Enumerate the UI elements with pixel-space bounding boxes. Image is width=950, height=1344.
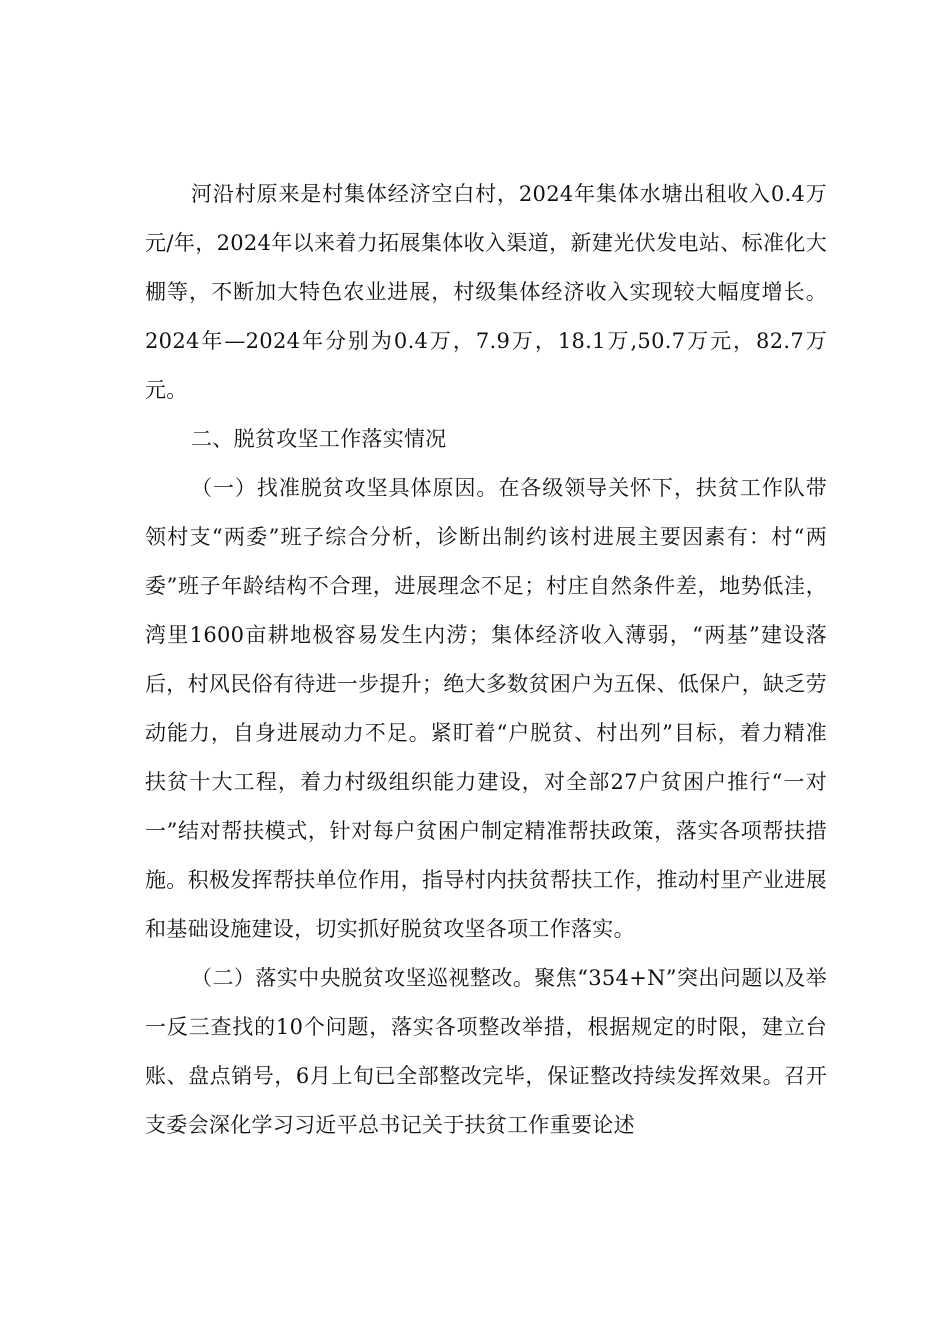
paragraph-inspection-rectification: （二）落实中央脱贫攻坚巡视整改。聚焦“354+N”突出问题以及举一反三查找的10个问题，落实各项整改举措，根据规定的时限，建立台账、盘点销号，6月上旬已全部整改完毕，保证整改持续发挥效果。召开支委会深化学习习近平总书记关于扶贫工作重要论述 [145,966,827,1137]
section-heading-poverty-alleviation: 二、脱贫攻坚工作落实情况 [191,427,447,451]
document-body [145,170,827,1150]
paragraph-find-causes: （一）找准脱贫攻坚具体原因。在各级领导关怀下，扶贫工作队带领村支“两委”班子综合分析，诊断出制约该村进展主要因素有：村“两委”班子年龄结构不合理，进展理念不足；村庄自然条件差，地势低洼，湾里1600亩耕地极容易发生内涝；集体经济收入薄弱，“两基”建设落后，村风民俗有待进一步提升；绝大多数贫困户为五保、低保户，缺乏劳动能力，自身进展动力不足。紧盯着“户脱贫、村出列”目标，着力精准扶贫十大工程，着力村级组织能力建设，对全部27户贫困户推行“一对一”结对帮扶模式，针对每户贫困户制定精准帮扶政策，落实各项帮扶措施。积极发挥帮扶单位作用，指导村内扶贫帮扶工作，推动村里产业进展和基础设施建设，切实抓好脱贫攻坚各项工作落实。 [145,476,827,941]
paragraph-collective-economy: 河沿村原来是村集体经济空白村，2024年集体水塘出租收入0.4万元/年，2024年以来着力拓展集体收入渠道，新建光伏发电站、标准化大棚等，不断加大特色农业进展，村级集体经济收入实现较大幅度增长。2024年—2024年分别为0.4万，7.9万，18.1万,50.7万元，82.7万元。 [145,182,827,402]
